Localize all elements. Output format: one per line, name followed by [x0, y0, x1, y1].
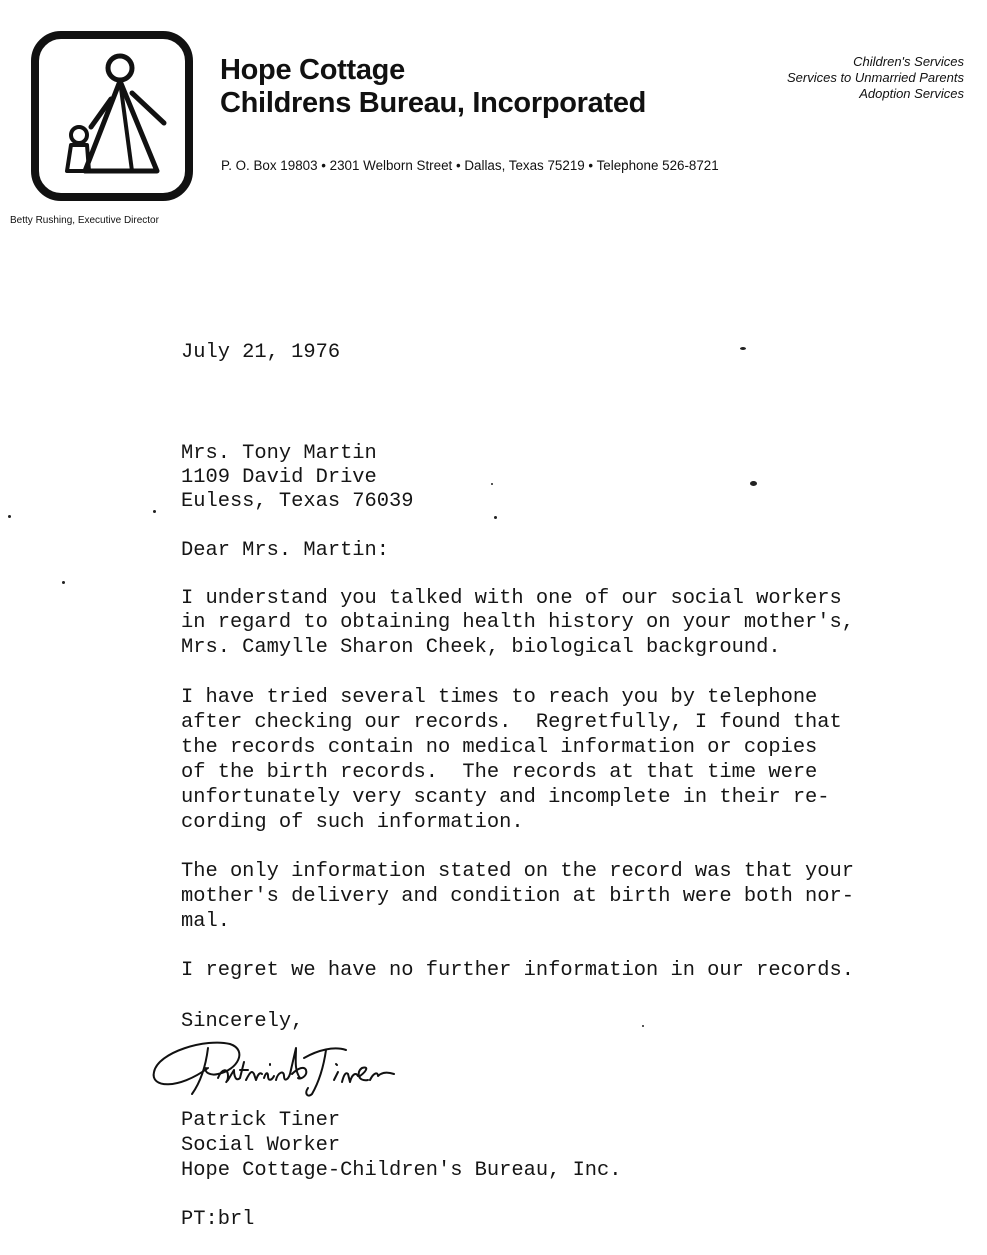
paragraph-1-line: I understand you talked with one of our social workers: [181, 587, 842, 610]
scan-speck: [740, 347, 746, 350]
scan-speck: [750, 481, 757, 486]
service-item: Children's Services: [853, 54, 964, 69]
recipient-city: Euless, Texas 76039: [181, 490, 414, 513]
paragraph-3-line: mother's delivery and condition at birth were both nor-: [181, 885, 855, 908]
scan-speck: [494, 516, 497, 519]
paragraph-2-line: I have tried several times to reach you by telephone: [181, 686, 818, 709]
paragraph-4: I regret we have no further information in our records.: [181, 959, 855, 982]
paragraph-2-line: of the birth records. The records at that time were: [181, 761, 818, 784]
paragraph-1-line: Mrs. Camylle Sharon Cheek, biological background.: [181, 636, 781, 659]
signer-name: Patrick Tiner: [181, 1109, 341, 1132]
paragraph-2-line: after checking our records. Regretfully, I found that: [181, 711, 842, 734]
letter-date: July 21, 1976: [181, 341, 341, 364]
reference-initials: PT:brl: [181, 1208, 255, 1231]
paragraph-1-line: in regard to obtaining health history on your mother's,: [181, 611, 855, 634]
salutation: Dear Mrs. Martin:: [181, 539, 390, 562]
scan-speck: [491, 483, 493, 485]
paragraph-2-line: the records contain no medical information or copies: [181, 736, 818, 759]
recipient-name: Mrs. Tony Martin: [181, 442, 377, 465]
service-item: Services to Unmarried Parents: [786, 70, 964, 85]
closing: Sincerely,: [181, 1010, 304, 1033]
scan-speck: [8, 515, 11, 518]
service-item: Adoption Services: [859, 86, 964, 101]
paragraph-2-line: cording of such information.: [181, 811, 524, 834]
letterhead-address: P. O. Box 19803 • 2301 Welborn Street • Dallas, Texas 75219 • Telephone 526-8721: [221, 158, 719, 173]
services-list: [787, 54, 964, 102]
organization-name-line2: Childrens Bureau, Incorporated: [220, 87, 647, 119]
executive-director-line: Betty Rushing, Executive Director: [10, 215, 159, 226]
paragraph-3-line: The only information stated on the record was that your: [181, 860, 855, 883]
scan-speck: [642, 1025, 644, 1027]
hope-cottage-logo-icon: [31, 31, 193, 201]
paragraph-2-line: unfortunately very scanty and incomplete in their re-: [181, 786, 830, 809]
handwritten-signature: [148, 1028, 410, 1104]
signer-title: Social Worker: [181, 1134, 341, 1157]
scan-speck: [62, 581, 65, 584]
organization-name: [220, 54, 646, 120]
recipient-street: 1109 David Drive: [181, 466, 377, 489]
paragraph-3-line: mal.: [181, 910, 230, 933]
signer-organization: Hope Cottage-Children's Bureau, Inc.: [181, 1159, 622, 1182]
organization-name-line1: Hope Cottage: [220, 54, 405, 86]
scan-speck: [153, 510, 156, 513]
